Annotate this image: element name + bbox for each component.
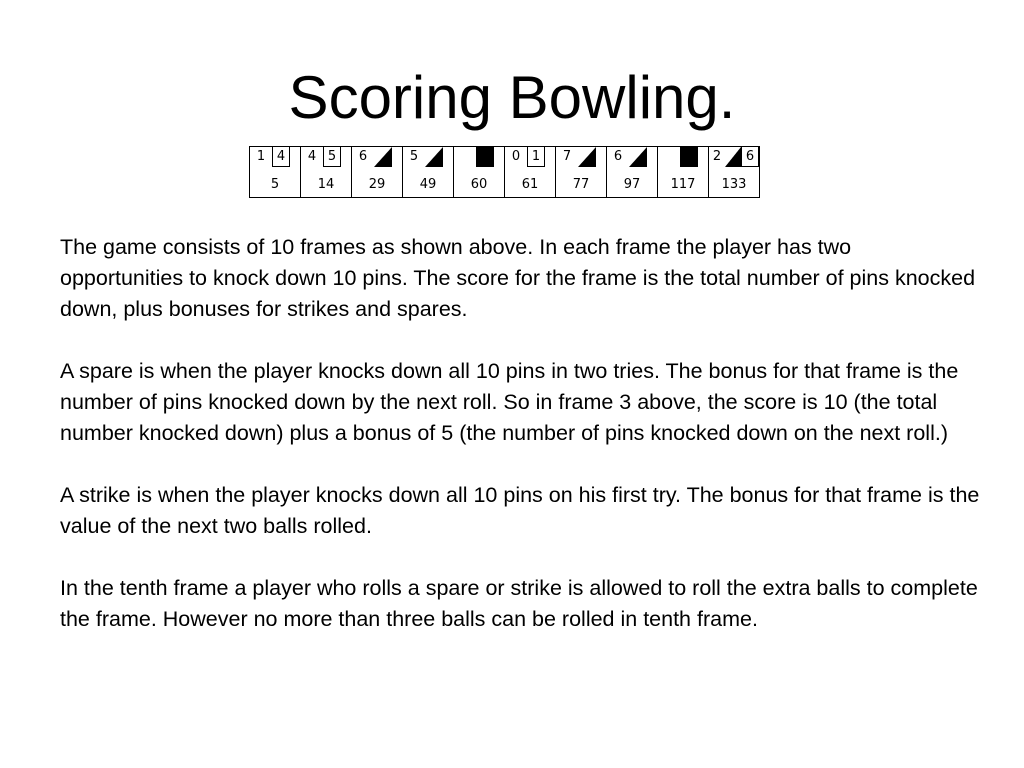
frame-4 [403,147,454,198]
frame-total: 5 [270,177,280,192]
frame-rolls [301,147,351,173]
frame-rolls [352,147,402,173]
roll-value: 5 [409,149,419,164]
strike-mark [476,147,494,167]
roll-value: 6 [613,149,623,164]
frame-total: 97 [623,177,641,192]
spare-mark [374,147,392,167]
spare-icon [374,147,392,167]
scorecard-frames-row [250,147,760,198]
frame-rolls [250,147,300,173]
frame-total: 14 [317,177,335,192]
frame-7 [556,147,607,198]
frame-total: 133 [721,177,747,192]
roll-value: 1 [256,149,266,164]
frame-rolls [607,147,657,173]
frame-10 [709,147,760,198]
spare-icon [578,147,596,167]
roll-value: 6 [358,149,368,164]
paragraph-tenth-frame-rule: In the tenth frame a player who rolls a spare or strike is allowed to roll the extra balls to complete the frame. However no more than three balls can be rolled in tenth frame. [60,576,978,631]
frame-5 [454,147,505,198]
paragraph-strike-rule: A strike is when the player knocks down all 10 pins on his first try. The bonus for that frame is the value of the next two balls rolled. [60,483,980,538]
spare-icon [629,147,647,167]
paragraph-spare-rule: A spare is when the player knocks down all 10 pins in two tries. The bonus for that frame is the number of pins knocked down by the next roll. So in frame 3 above, the score is 10 (the total number knocked down) plus a bonus of 5 (the number of pins knocked down on the next roll.) [60,359,959,445]
frame-total: 60 [470,177,488,192]
frame-rolls [709,147,759,173]
strike-icon [476,147,494,167]
strike-icon [680,147,698,167]
roll-value: 6 [741,147,759,167]
bowling-scorecard [249,146,760,198]
frame-total: 29 [368,177,386,192]
roll-value [454,147,476,167]
spare-mark [425,147,443,167]
roll-value: 7 [562,149,572,164]
strike-mark [680,147,698,167]
roll-value: 5 [323,147,341,167]
frame-total: 117 [670,177,696,192]
frame-1 [250,147,301,198]
roll-value: 1 [527,147,545,167]
frame-total: 49 [419,177,437,192]
frame-rolls [454,147,504,173]
page-title: Scoring Bowling. [288,64,736,131]
roll-value: 4 [307,149,317,164]
roll-value: 2 [712,149,722,164]
spare-icon [425,147,443,167]
frame-rolls [505,147,555,173]
roll-value: 4 [272,147,290,167]
spare-mark [578,147,596,167]
frame-rolls [658,147,708,173]
frame-total: 61 [521,177,539,192]
spare-icon [725,147,741,167]
frame-rolls [556,147,606,173]
spare-mark [725,147,741,167]
paragraph-game-overview: The game consists of 10 frames as shown above. In each frame the player has two opportunities to knock down 10 pins. The score for the frame is the total number of pins knocked down, plus bonuses for strikes and spares. [60,235,976,321]
frame-9 [658,147,709,198]
roll-value [658,147,680,167]
body-text [60,232,980,666]
frame-rolls [403,147,453,173]
frame-2 [301,147,352,198]
roll-value: 0 [511,149,521,164]
frame-total: 77 [572,177,590,192]
frame-6 [505,147,556,198]
spare-mark [629,147,647,167]
frame-8 [607,147,658,198]
frame-3 [352,147,403,198]
